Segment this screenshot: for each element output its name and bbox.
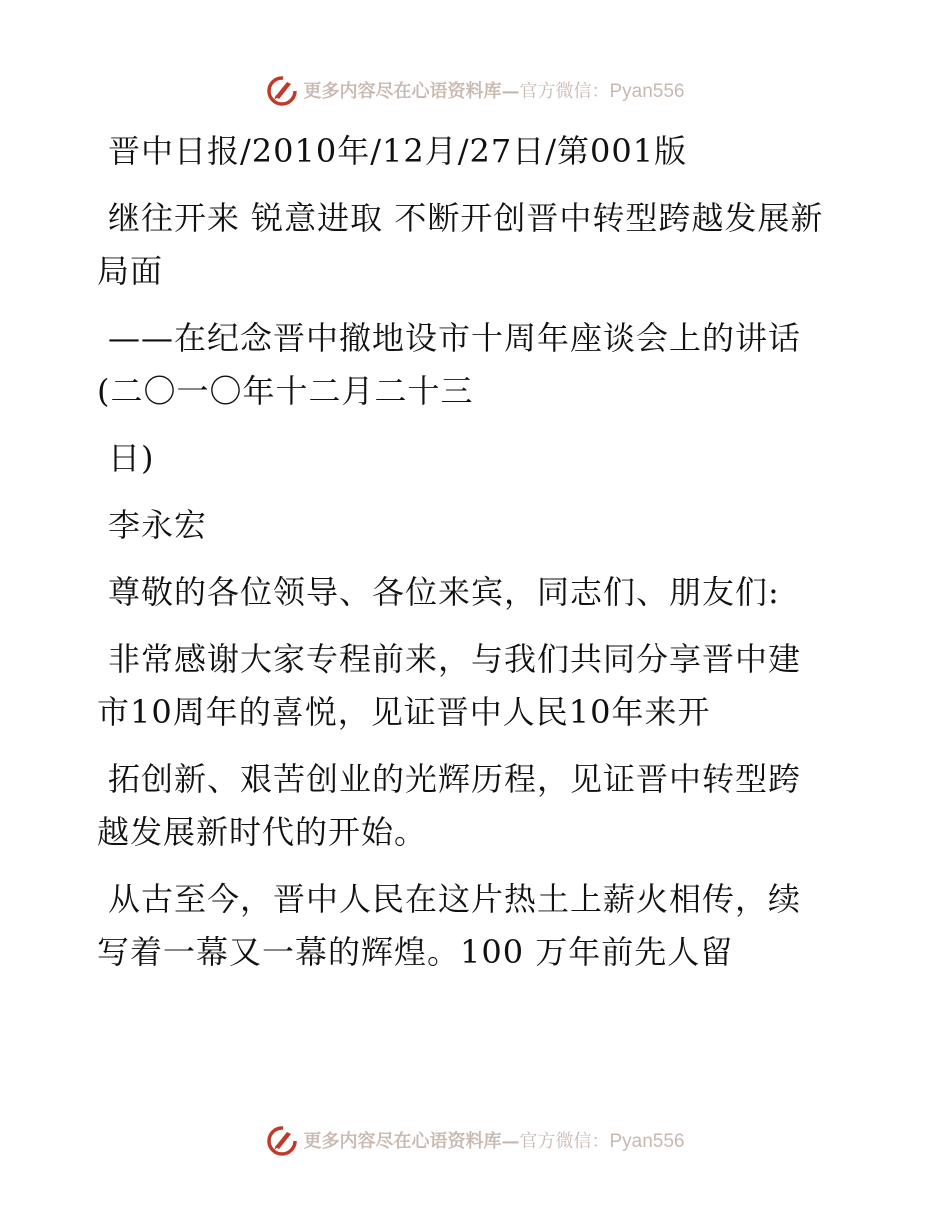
paragraph-headline: 继往开来 锐意进取 不断开创晋中转型跨越发展新局面 xyxy=(97,199,824,290)
watermark-wechat-label: 官方微信： xyxy=(519,81,610,102)
watermark-banner-bottom xyxy=(0,1120,950,1160)
quill-pen-logo-icon xyxy=(265,73,299,107)
paragraph-publication-info: 晋中日报/2010年/12月/27日/第001版 xyxy=(108,132,688,170)
paragraph-subtitle: ——在纪念晋中撤地设市十周年座谈会上的讲话(二〇一〇年十二月二十三 xyxy=(97,319,802,410)
watermark-text xyxy=(303,1127,684,1153)
paragraph-body-2: 拓创新、艰苦创业的光辉历程，见证晋中转型跨越发展新时代的开始。 xyxy=(97,760,802,851)
paragraph-author: 李永宏 xyxy=(108,506,208,544)
watermark-wechat-label: 官方微信： xyxy=(519,1131,610,1152)
document-body xyxy=(97,120,832,979)
paragraph-salutation: 尊敬的各位领导、各位来宾，同志们、朋友们: xyxy=(108,573,780,611)
watermark-text xyxy=(303,77,684,103)
watermark-content xyxy=(265,1123,684,1157)
quill-pen-logo-icon xyxy=(265,1123,299,1157)
watermark-wechat-id: Pyan556 xyxy=(609,1131,685,1152)
watermark-site-text: 更多内容尽在心语资料库— xyxy=(303,81,520,102)
paragraph-body-3: 从古至今，晋中人民在这片热土上薪火相传，续写着一幕又一幕的辉煌。100 万年前先人留 xyxy=(97,880,802,971)
watermark-content xyxy=(265,73,684,107)
paragraph-body-1: 非常感谢大家专程前来，与我们共同分享晋中建市10周年的喜悦，见证晋中人民10年来开 xyxy=(97,640,802,731)
watermark-wechat-id: Pyan556 xyxy=(609,81,685,102)
watermark-site-text: 更多内容尽在心语资料库— xyxy=(303,1131,520,1152)
paragraph-subtitle-end: 日) xyxy=(108,439,155,477)
watermark-banner-top xyxy=(0,70,950,110)
